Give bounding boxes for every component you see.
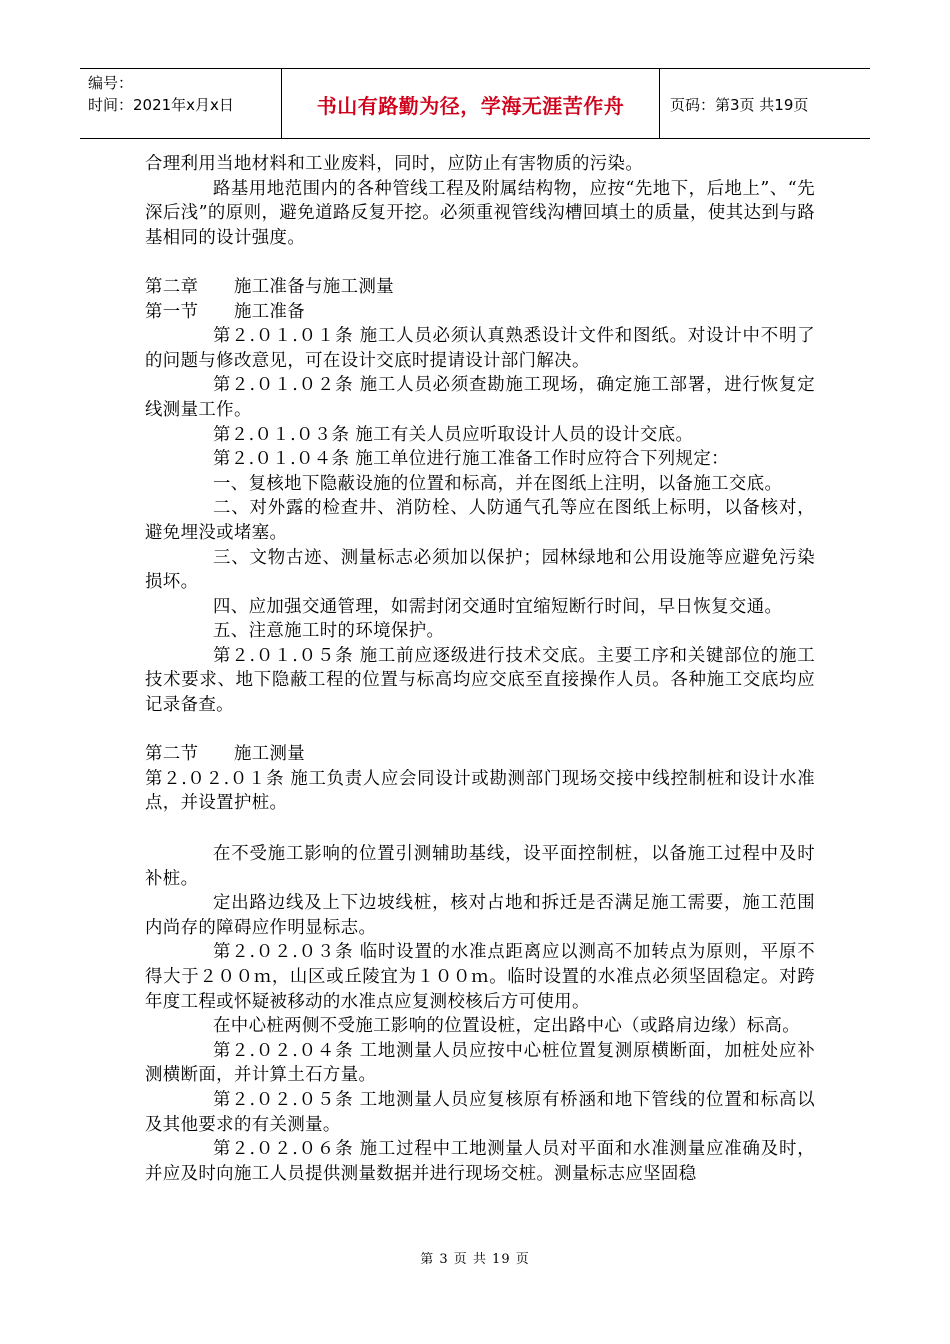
article: 第２.０２.０１条 施工负责人应会同设计或勘测部门现场交接中线控制桩和设计水准点，并设置护桩。 [145,768,815,814]
document-number: 编号： [88,74,134,92]
article: 第２.０２.０４条 工地测量人员应按中心桩位置复测原横断面，加桩处应补测横断面，并计算土石方量。 [145,1040,815,1086]
document-body [145,152,815,1186]
list-item: 一、复核地下隐蔽设施的位置和标高，并在图纸上注明，以备施工交底。 [213,473,783,494]
paragraph: 在中心桩两侧不受施工影响的位置设桩，定出路中心（或路肩边缘）标高。 [213,1016,801,1037]
paragraph: 定出路边线及上下边坡线桩，核对占地和拆迁是否满足施工需要，施工范围内尚存的障碍应作明显标志。 [145,893,815,938]
article: 第２.０１.０２条 施工人员必须查勘施工现场，确定施工部署，进行恢复定线测量工作。 [145,375,815,420]
page-footer: 第 3 页 共 19 页 [420,1252,530,1267]
list-item: 二、对外露的检查井、消防栓、人防通气孔等应在图纸上标明，以备核对，避免埋没或堵塞。 [145,498,815,543]
article: 第２.０１.０５条 施工前应逐级进行技术交底。主要工序和关键部位的施工技术要求、地下隐蔽工程的位置与标高均应交底至直接操作人员。各种施工交底均应记录备查。 [145,645,815,716]
article: 第２.０１.０１条 施工人员必须认真熟悉设计文件和图纸。对设计中不明了的问题与修改意见，可在设计交底时提请设计部门解决。 [145,326,815,371]
header-page-info: 页码：第3页 共19页 [670,96,809,114]
paragraph: 合理利用当地材料和工业废料，同时，应防止有害物质的污染。 [145,154,644,174]
paragraph: 在不受施工影响的位置引测辅助基线，设平面控制桩，以备施工过程中及时补桩。 [145,844,815,889]
list-item: 三、文物古迹、测量标志必须加以保护；园林绿地和公用设施等应避免污染损坏。 [145,547,815,593]
chapter-heading: 第二章 施工准备与施工测量 [145,276,395,297]
header-meta [80,69,282,138]
list-item: 五、注意施工时的环境保护。 [213,621,445,642]
section-heading: 第一节 施工准备 [145,301,306,322]
document-time: 时间：2021年x月x日 [88,96,234,114]
article: 第２.０２.０５条 工地测量人员应复核原有桥涵和地下管线的位置和标高以及其他要求的有关测量。 [145,1089,815,1135]
list-item: 四、应加强交通管理，如需封闭交通时宜缩短断行时间，早日恢复交通。 [213,596,783,617]
article: 第２.０１.０４条 施工单位进行施工准备工作时应符合下列规定： [213,449,729,470]
article: 第２.０１.０３条 施工有关人员应听取设计人员的设计交底。 [213,424,694,445]
article: 第２.０２.０３条 临时设置的水准点距离应以测高不加转点为原则，平原不得大于２００ｍ，山区或丘陵宜为１００ｍ。临时设置的水准点必须坚固稳定。对跨年度工程或怀疑被移动的水准点应复测校核后方可使用。 [145,942,815,1012]
page-header [80,68,870,139]
paragraph: 路基用地范围内的各种管线工程及附属结构物，应按“先地下，后地上”、“先深后浅”的原则，避免道路反复开挖。必须重视管线沟槽回填土的质量，使其达到与路基相同的设计强度。 [145,178,815,248]
article: 第２.０２.０６条 施工过程中工地测量人员对平面和水准测量应准确及时，并应及时向施工人员提供测量数据并进行现场交桩。测量标志应坚固稳 [145,1139,815,1184]
header-motto: 书山有路勤为径，学海无涯苦作舟 [282,69,660,138]
section-heading: 第二节 施工测量 [145,744,306,765]
